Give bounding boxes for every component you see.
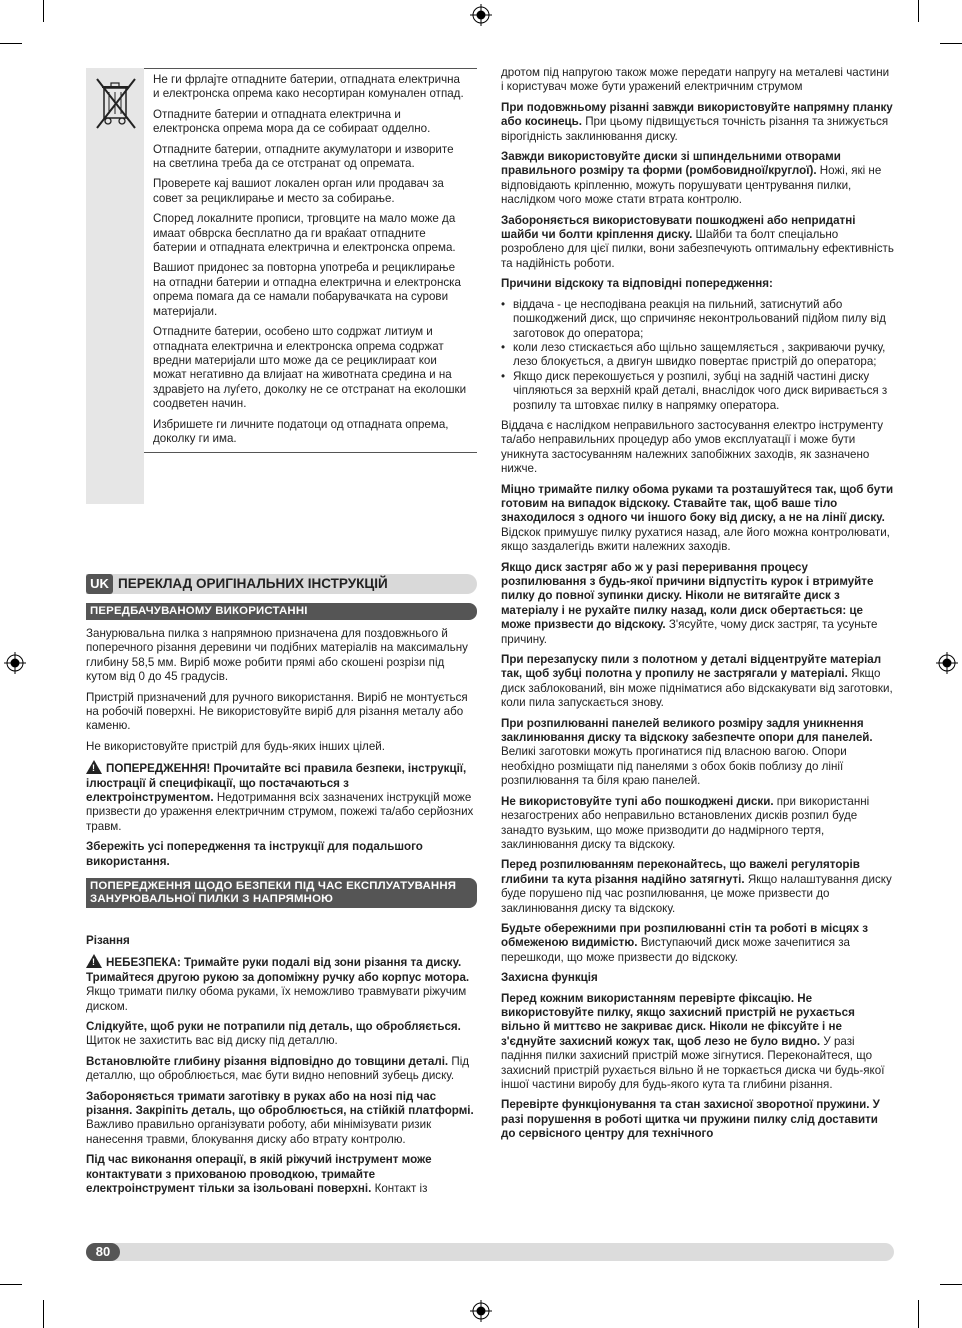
weee-icon-cell xyxy=(86,68,144,504)
page-footer-bar xyxy=(86,1243,894,1261)
weee-paragraph: Отпадните батерии, особено што содржат литиум и отпадната електрична и електронска опрема содржат вредни материјали што може да се рециклираат кои можат негативно да влијаат на животната средина и на здравјето на луѓето, доколку не се отстранат на еколошки соодветен начин. xyxy=(153,325,467,411)
paragraph: Перевірте функціонування та стан захисної зворотної пружини. У разі порушення в роботі щитка чи пружини пилку слід доставити до сервісного центру для технічного xyxy=(501,1098,880,1141)
paragraph: Занурювальна пилка з напрямною призначена для поздовжнього й поперечного різання деревини чи подібних матеріалів на максимальну глибину 58,5 мм. Виріб може робити прямі або скошені розрізи під кутом від 0 до 45 градусів. xyxy=(86,627,468,684)
weee-paragraph: Не ги фрлајте отпадните батерии, отпадната електрична и електронска опрема како несортиран комунален отпад. xyxy=(153,73,464,101)
paragraph: Збережіть усі попередження та інструкції для подальшого використання. xyxy=(86,840,423,868)
danger-paragraph: !НЕБЕЗПЕКА: Тримайте руки подалі від зони різання та диску. Тримайтеся другою рукою за допоміжну ручку або корпус мотора. Якщо тримати пилку обома руками, їх неможливо травмувати ріжучим диском. xyxy=(86,954,477,1014)
weee-paragraph: Проверете кај вашиот локален орган или продавач за совет за рециклирање и место за собирање. xyxy=(153,177,444,205)
weee-paragraph: Според локалните прописи, трговците на мало може да имаат обврска бесплатно да ги враќаат отпадните батерии и отпадната електрична и електронска опрема. xyxy=(153,212,456,255)
paragraph: При розпилюванні панелей великого розміру задля уникнення заклинювання диску та відскоку забезпечте опори для панелей. Великі заготовки можуть прогинатися під власною вагою. Опори необхідно розміщати під панелями з обох боків поблизу до лінії розпилювання та біля краю панелей. xyxy=(501,716,873,788)
registration-mark-icon xyxy=(4,652,26,674)
paragraph: Встановлюйте глибину різання відповідно до товщини деталі. Під деталлю, що оброблюється, має бути видно неповний зубець диску. xyxy=(86,1054,470,1083)
crop-mark xyxy=(0,43,22,44)
registration-mark-icon xyxy=(470,1300,492,1322)
paragraph: Не використовуйте тупі або пошкоджені диски. при використанні незагострених або неправильно встановлених дисків розпил буде занадто вузьким, що може призводити до надмірного тертя, заклинювання диску та відскоку. xyxy=(501,794,870,851)
crop-mark xyxy=(0,1284,22,1285)
paragraph: Якщо диск застряг або ж у разі переривання процесу розпилювання з будь-якої причини відпустіть курок і втримуйте пилку до повної зупинки диску. Ніколи не витягайте диск з матеріалу і не рухайте пилку назад, коли диск обертається: це може призвести до відскоку. З'ясуйте, чому диск застряг, та усуньте причину. xyxy=(501,560,878,646)
paragraph: Не використовуйте пристрій для будь-яких інших цілей. xyxy=(86,739,385,753)
crop-mark xyxy=(918,1300,919,1328)
page-number: 80 xyxy=(86,1243,120,1261)
paragraph: Віддача є наслідком неправильного застосування електро інструменту та/або неправильних процедур або умов експлуатації і може бути уникнута застосуванням належних запобіжних заходів, як зазначено нижче. xyxy=(501,418,884,476)
weee-paragraph: Отпадните батерии, отпадните акумулатори и изворите на светлина треба да се отстранат од опремата. xyxy=(153,142,454,171)
crop-mark xyxy=(940,43,962,44)
list-item: • Якщо диск перекошується у розпилі, зубці на задній частині диску чіпляються за верхній край деталі, внаслідок чого диск виривається з розпилу та штовхає пилку в напрямку оператора. xyxy=(513,370,894,413)
left-column xyxy=(86,627,477,875)
paragraph: дротом під напругою також може передати напругу на металеві частини і користувач може бути уражений електричним струмом xyxy=(501,66,890,94)
crop-mark xyxy=(918,0,919,22)
paragraph: Забороняється використовувати пошкоджені або непридатні шайби чи болти кріплення диску. Шайби та болт спеціально розроблено для цієї пилки, вони забезпечують оптимальну ефективність та надійність роботи. xyxy=(501,213,894,270)
list-item: • віддача - це несподівана реакція на пильний, затиснутий або пошкоджений диск, що спричиняє неконтрольований підйом пилу від заготовок до оператора; xyxy=(513,298,894,341)
crop-mark xyxy=(940,1284,962,1285)
paragraph: Перед розпилюванням переконайтесь, що важелі регуляторів глибини та кута різання надійно затягнуті. Якщо налаштування диску буде порушено під час розпилювання, це може призвести до заклинювання диску та відскоку. xyxy=(501,858,892,915)
section-title: ПЕРЕКЛАД ОРИГІНАЛЬНИХ ІНСТРУКЦІЙ xyxy=(118,576,388,591)
intended-use-heading: ПЕРЕДБАЧУВАНОМУ ВИКОРИСТАННІ xyxy=(86,603,477,620)
paragraph: При перезапуску пили з полотном у деталі відцентруйте матеріал так, щоб зубці полотна у пропилу не застрягали у матеріалі. Якщо диск заблокований, він може підніматися або відскакувати від заготовки, коли пила запускається знову. xyxy=(501,653,893,710)
weee-disposal-text xyxy=(144,68,477,453)
subheading: Різання xyxy=(86,934,130,947)
list-item: • коли лезо стискається або щільно защемляється , закриваючи ручку, лезо блокується, а двигун швидко повертає пристрій до оператора; xyxy=(513,341,894,370)
paragraph: Завжди використовуйте диски зі шпиндельними отворами правильного розміру та форми (ромбовидної/круглої). Ножі, які не відповідають кріпленню, можуть порушувати центрування пилки, наслідком чого може стати втрата контролю. xyxy=(501,150,882,207)
paragraph: Слідкуйте, щоб руки не потрапили під деталь, що обробляється. Щиток не захистить вас від диску під деталлю. xyxy=(86,1020,461,1048)
paragraph: Міцно тримайте пилку обома руками та розташуйтеся так, щоб бути готовим на випадок відскоку. Ставайте так, щоб ваше тіло знаходилося з одного чи іншого боку від диску, а не на лінії диску. Відскок примушує пилку рухатися назад, але його можна контролювати, якщо заздалегідь вжити належних заходів. xyxy=(501,482,894,554)
right-column xyxy=(501,66,894,1148)
paragraph: Пристрій призначений для ручного використання. Виріб не монтується на робочій поверхні. Не використовуйте виріб для різання металу або каменю. xyxy=(86,690,468,733)
weee-paragraph: Отпадните батерии и отпадната електрична и електронска опрема мора да се собираат одделно. xyxy=(153,107,431,136)
warning-triangle-icon xyxy=(86,954,102,968)
subheading: Захисна функція xyxy=(501,971,598,985)
weee-paragraph: Вашиот придонес за повторна употреба и рециклирање на отпадни батерии и отпадна електрична и електронска опрема помага да се намали побарувачката на сурови материјали. xyxy=(153,261,461,318)
paragraph: При подовжньому різанні завжди використовуйте напрямну планку або косинець. При цьому підвищується точність різання та знижується вірогідність заклинювання диску. xyxy=(501,100,893,143)
subheading: Причини відскоку та відповідні попередження: xyxy=(501,277,773,291)
registration-mark-icon xyxy=(470,4,492,26)
paragraph: Будьте обережними при розпилюванні стін та роботі в місцях з обмеженою видимістю. Виступаючий диск може зачепитися за перешкоди, що може призвести до відскоку. xyxy=(501,921,869,964)
warning-paragraph: !ПОПЕРЕДЖЕННЯ! Прочитайте всі правила безпеки, інструкції, ілюстрації й специфікації, що постачаються з електроінструментом. Недотримання всіх зазначених інструкцій може призвести до ураження електричним струмом, пожежі та/або серйозних травм. xyxy=(86,760,477,834)
kickback-list xyxy=(501,298,894,413)
paragraph: Забороняється тримати заготівку в руках або на нозі під час різання. Закріпіть деталь, що оброблюється, на стійкій платформі. Важливо правильно організувати роботу, аби мінімізувати ризик нанесення травми, блокування диску або втрату контролю. xyxy=(86,1089,474,1146)
warning-triangle-icon xyxy=(86,760,102,774)
crop-mark xyxy=(43,0,44,22)
registration-mark-icon xyxy=(936,652,958,674)
paragraph: Під час виконання операції, в якій ріжучий інструмент може контактувати з прихованою проводкою, тримайте електроінструмент тільки за ізольовані поверхні. Контакт із xyxy=(86,1153,432,1196)
left-column-safety xyxy=(86,934,477,1203)
safety-heading: ПОПЕРЕДЖЕННЯ ЩОДО БЕЗПЕКИ ПІД ЧАС ЕКСПЛУАТУВАННЯ ЗАНУРЮВАЛЬНОЇ ПИЛКИ З НАПРЯМНОЮ xyxy=(86,878,477,908)
paragraph: Перед кожним використанням перевірте фіксацію. Не використовуйте пилку, якщо захисний пристрій не рухається вільно й миттєво не закриває диск. Ніколи не фіксуйте і не з'єднуйте захисний кожух так, щоб лезо не було видно. У разі падіння пилки захисний пристрій може зігнутися. Переконайтеся, що захисний пристрій рухається вільно й не торкається диска чи будь-якої іншої частини виробу для будь-якого кута та глибини різання. xyxy=(501,991,885,1091)
crossed-out-bin-icon xyxy=(94,74,138,132)
language-badge: UK xyxy=(86,574,113,594)
crop-mark xyxy=(43,1300,44,1328)
weee-paragraph: Избришете ги личните податоци од отпадната опрема, доколку ги има. xyxy=(153,417,449,445)
